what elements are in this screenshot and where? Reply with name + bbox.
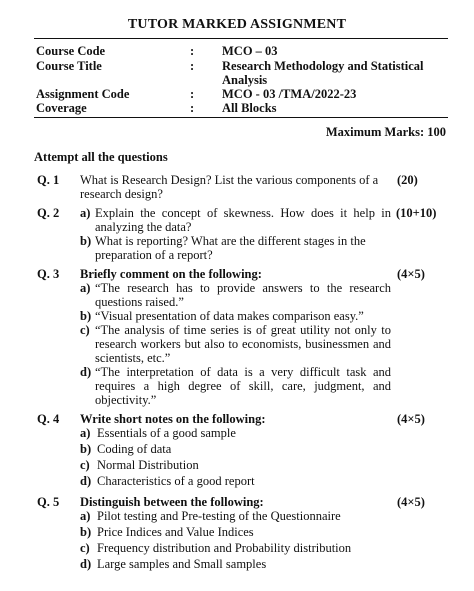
question-number: Q. 3: [37, 267, 60, 281]
question-number: Q. 5: [37, 495, 60, 509]
part-text: “The research has to provide answers to the research: [95, 281, 391, 295]
part-text: Characteristics of a good report: [97, 474, 255, 488]
part-text: questions raised.”: [95, 295, 184, 309]
coverage-value: All Blocks: [222, 101, 277, 115]
part-label: d): [80, 557, 92, 571]
part-label: b): [80, 234, 92, 248]
question-marks: (20): [397, 173, 418, 187]
part-label: d): [80, 365, 92, 379]
part-text: objectivity.”: [95, 393, 157, 407]
question-heading: Briefly comment on the following:: [80, 267, 262, 281]
question-marks: (10+10): [396, 206, 437, 220]
part-text: analyzing the data?: [95, 220, 192, 234]
coverage-colon: :: [190, 101, 195, 115]
course-code-colon: :: [190, 44, 195, 58]
part-label: a): [80, 426, 91, 440]
assignment-code-colon: :: [190, 87, 195, 101]
question-marks: (4×5): [397, 267, 425, 281]
instruction: Attempt all the questions: [34, 150, 168, 164]
part-text: Coding of data: [97, 442, 172, 456]
part-text: Explain the concept of skewness. How does it help in: [95, 206, 391, 220]
course-title-value-line2: Analysis: [222, 73, 268, 87]
part-text: Essentials of a good sample: [97, 426, 236, 440]
part-label: c): [80, 323, 90, 337]
course-title-colon: :: [190, 59, 195, 73]
question-marks: (4×5): [397, 495, 425, 509]
question-heading: Write short notes on the following:: [80, 412, 266, 426]
part-label: a): [80, 206, 91, 220]
part-text: requires a high degree of skill, care, judgment, and: [95, 379, 391, 393]
top-rule: [34, 38, 448, 39]
question-text: research design?: [80, 187, 163, 201]
part-text: preparation of a report?: [95, 248, 213, 262]
part-label: c): [80, 541, 90, 555]
coverage-label: Coverage: [36, 101, 87, 115]
part-text: Frequency distribution and Probability distribution: [97, 541, 352, 555]
part-label: c): [80, 458, 90, 472]
part-text: “The analysis of time series is of great utility not only to: [95, 323, 391, 337]
part-text: Large samples and Small samples: [97, 557, 267, 571]
course-code-label: Course Code: [36, 44, 106, 58]
part-text: Normal Distribution: [97, 458, 199, 472]
question-heading: Distinguish between the following:: [80, 495, 264, 509]
question-number: Q. 2: [37, 206, 60, 220]
part-label: b): [80, 442, 92, 456]
course-title-label: Course Title: [36, 59, 102, 73]
question-number: Q. 4: [37, 412, 60, 426]
part-text: Pilot testing and Pre-testing of the Questionnaire: [97, 509, 341, 523]
part-label: a): [80, 509, 91, 523]
assignment-code-label: Assignment Code: [36, 87, 130, 101]
part-text: “Visual presentation of data makes comparison easy.”: [95, 309, 364, 323]
question-number: Q. 1: [37, 173, 60, 187]
question-text: What is Research Design? List the various components of a: [80, 173, 379, 187]
bottom-rule: [34, 117, 448, 118]
part-text: What is reporting? What are the different stages in the: [95, 234, 366, 248]
document-title: TUTOR MARKED ASSIGNMENT: [127, 17, 347, 32]
part-label: b): [80, 309, 92, 323]
part-text: research workers but also to economists, businessmen and: [95, 337, 391, 351]
part-text: “The interpretation of data is a very difficult task and: [95, 365, 391, 379]
course-code-value: MCO – 03: [222, 44, 278, 58]
part-label: a): [80, 281, 91, 295]
assignment-code-value: MCO - 03 /TMA/2022-23: [222, 87, 357, 101]
maximum-marks: Maximum Marks: 100: [325, 125, 446, 139]
part-label: d): [80, 474, 92, 488]
part-label: b): [80, 525, 92, 539]
part-text: scientists, etc.”: [95, 351, 171, 365]
question-marks: (4×5): [397, 412, 425, 426]
course-title-value: Research Methodology and Statistical: [222, 59, 424, 73]
part-text: Price Indices and Value Indices: [97, 525, 254, 539]
